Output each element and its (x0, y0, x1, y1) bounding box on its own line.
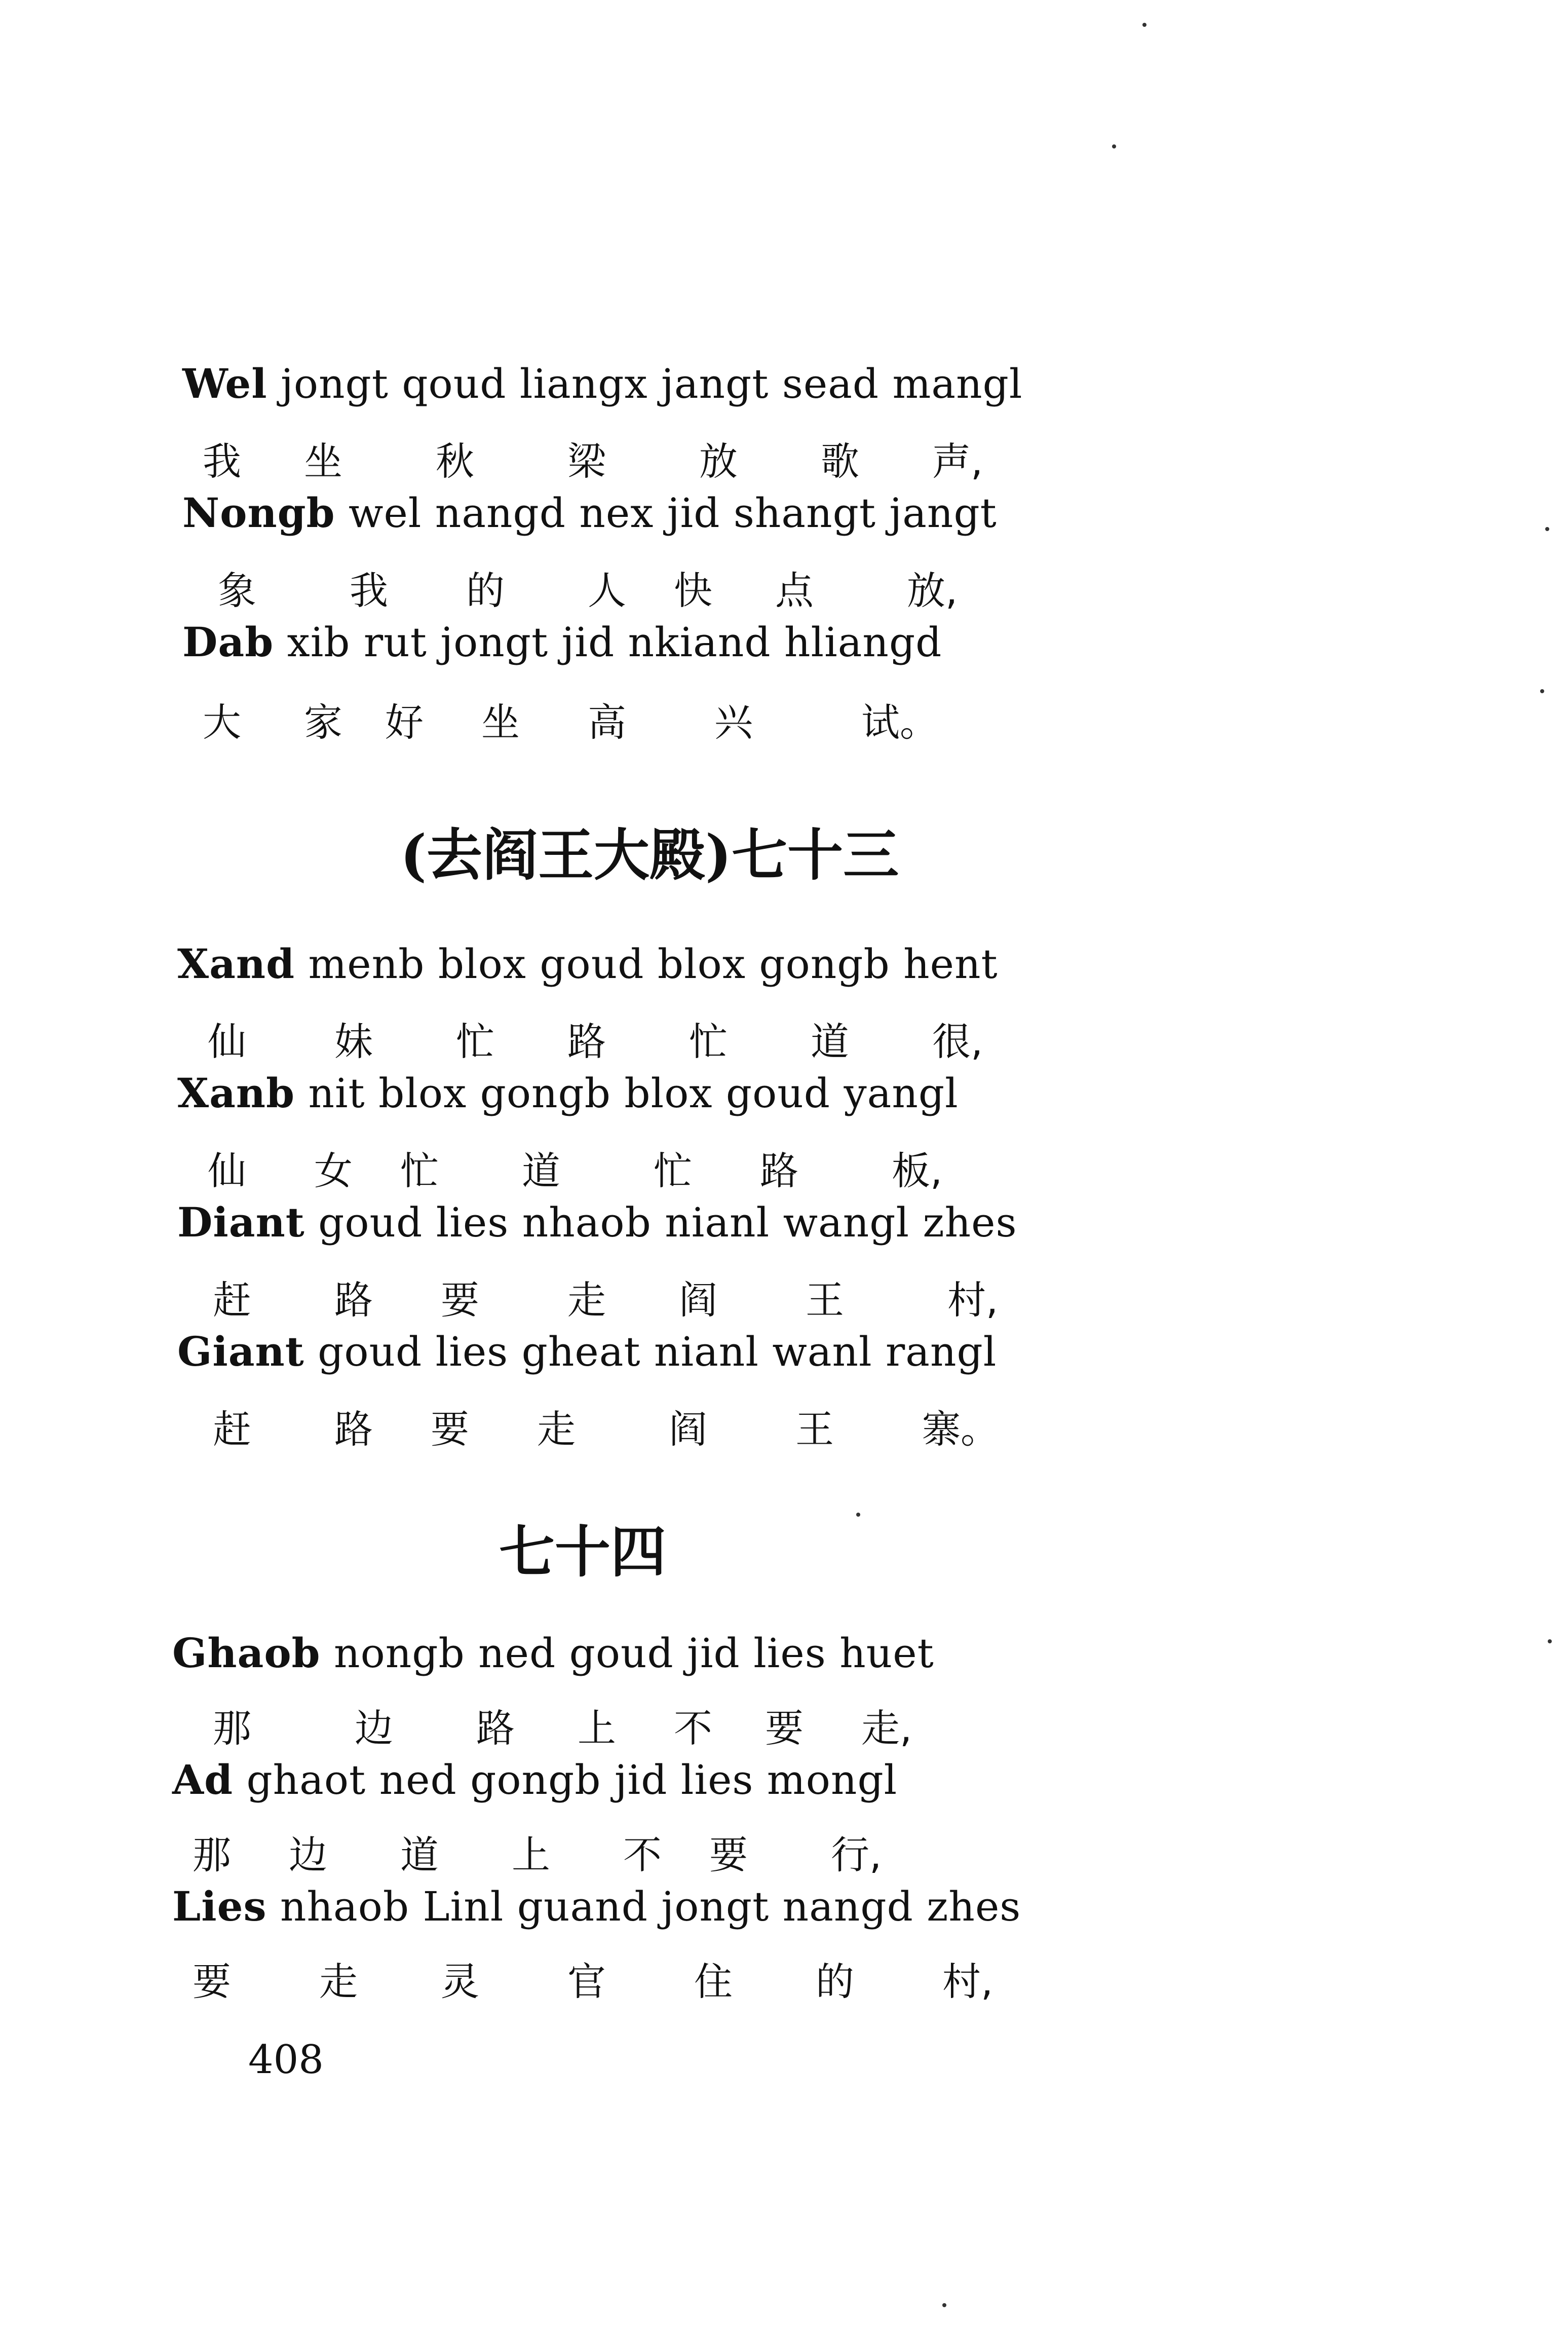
line-rest: goud lies nhaob nianl wangl zhes (304, 1199, 1017, 1246)
gloss-char: 家 (304, 700, 342, 745)
chinese-gloss-line (0, 560, 1568, 613)
gloss-char: 的 (466, 568, 505, 613)
gloss-char: 道 (522, 1148, 560, 1193)
gloss-char: 阎 (669, 1407, 707, 1452)
gloss-char: 阎 (679, 1277, 717, 1323)
gloss-char: 妹 (334, 1019, 373, 1064)
gloss-char: 忙 (689, 1019, 728, 1064)
gloss-char: 象 (218, 568, 256, 613)
gloss-char: 声, (932, 439, 983, 484)
gloss-char: 我 (203, 439, 241, 484)
gloss-char: 那 (193, 1832, 231, 1877)
line-initial-word: Ad (172, 1756, 234, 1803)
gloss-char: 走 (567, 1277, 606, 1323)
line-initial-word: Dab (182, 618, 274, 666)
gloss-char: 点 (775, 568, 814, 613)
line-rest: jongt qoud liangx jangt sead mangl (267, 360, 1023, 407)
line-initial-word: Ghaob (172, 1629, 321, 1677)
scan-speck (1142, 23, 1146, 27)
gloss-char: 坐 (304, 439, 342, 484)
page-number: 408 (248, 2037, 324, 2083)
gloss-char: 官 (567, 1959, 606, 2004)
section-heading-74: 七十四 (499, 1519, 666, 1585)
gloss-char: 秋 (436, 439, 474, 484)
gloss-char: 高 (588, 700, 626, 745)
gloss-char: 路 (334, 1407, 373, 1452)
line-rest: menb blox goud blox gongb hent (295, 941, 998, 988)
gloss-char: 放, (907, 568, 958, 613)
chinese-gloss-line (0, 1399, 1568, 1452)
gloss-char: 大 (203, 700, 241, 745)
chinese-gloss-line (0, 1698, 1568, 1751)
chinese-gloss-line (0, 1140, 1568, 1193)
romanized-line (182, 489, 997, 537)
line-initial-word: Xand (177, 940, 295, 988)
line-rest: goud lies gheat nianl wanl rangl (304, 1328, 997, 1375)
gloss-char: 灵 (441, 1959, 479, 2004)
gloss-char: 王 (795, 1407, 834, 1452)
scan-speck (942, 2303, 946, 2307)
gloss-char: 走 (537, 1407, 576, 1452)
gloss-char: 不 (674, 1706, 712, 1751)
gloss-char: 赶 (213, 1407, 251, 1452)
gloss-char: 要 (765, 1706, 804, 1751)
gloss-char: 上 (578, 1706, 616, 1751)
gloss-char: 仙 (208, 1019, 246, 1064)
romanized-line (172, 1629, 934, 1677)
gloss-char: 边 (289, 1832, 327, 1877)
gloss-char: 歌 (821, 439, 859, 484)
gloss-char: 兴 (714, 700, 753, 745)
line-initial-word: Xanb (177, 1069, 295, 1117)
gloss-char: 边 (355, 1706, 393, 1751)
gloss-char: 快 (674, 568, 712, 613)
gloss-char: 人 (588, 568, 626, 613)
gloss-char: 走, (861, 1706, 912, 1751)
romanized-line (182, 618, 942, 666)
gloss-char: 仙 (208, 1148, 246, 1193)
gloss-char: 那 (213, 1706, 251, 1751)
romanized-line (177, 940, 998, 988)
gloss-char: 板, (892, 1148, 943, 1193)
gloss-char: 村, (942, 1959, 993, 2004)
line-initial-word: Lies (172, 1883, 267, 1930)
gloss-char: 梁 (567, 439, 606, 484)
gloss-char: 坐 (481, 700, 520, 745)
romanized-line (177, 1198, 1017, 1246)
line-initial-word: Diant (177, 1198, 305, 1246)
romanized-line (177, 1328, 997, 1375)
section-heading-73: (去阎王大殿)七十三 (400, 822, 899, 888)
gloss-char: 道 (400, 1832, 439, 1877)
gloss-char: 路 (334, 1277, 373, 1323)
line-rest: wel nangd nex jid shangt jangt (335, 490, 997, 537)
line-rest: ghaot ned gongb jid lies mongl (233, 1756, 898, 1803)
scan-speck (856, 1513, 860, 1517)
gloss-char: 寨。 (922, 1407, 999, 1452)
gloss-char: 女 (314, 1148, 353, 1193)
gloss-char: 很, (932, 1019, 983, 1064)
gloss-char: 放 (699, 439, 738, 484)
gloss-char: 忙 (654, 1148, 692, 1193)
gloss-char: 要 (441, 1277, 479, 1323)
gloss-char: 我 (350, 568, 388, 613)
gloss-char: 忙 (400, 1148, 439, 1193)
gloss-char: 要 (709, 1832, 748, 1877)
scan-speck (1545, 527, 1549, 531)
gloss-char: 要 (193, 1959, 231, 2004)
scan-speck (1112, 144, 1116, 148)
romanized-line (182, 360, 1022, 407)
line-initial-word: Giant (177, 1328, 304, 1375)
chinese-gloss-line (0, 692, 1568, 745)
line-rest: nit blox gongb blox goud yangl (295, 1070, 959, 1117)
gloss-char: 不 (623, 1832, 662, 1877)
gloss-char: 村, (947, 1277, 999, 1323)
gloss-char: 试。 (861, 700, 938, 745)
gloss-char: 上 (512, 1832, 550, 1877)
chinese-gloss-line (0, 431, 1568, 484)
gloss-char: 好 (385, 700, 424, 745)
line-rest: nongb ned goud jid lies huet (320, 1630, 934, 1677)
gloss-char: 道 (811, 1019, 849, 1064)
line-rest: nhaob Linl guand jongt nangd zhes (266, 1883, 1021, 1930)
chinese-gloss-line (0, 1824, 1568, 1877)
line-initial-word: Nongb (182, 489, 335, 537)
scan-speck (1540, 689, 1544, 693)
gloss-char: 走 (319, 1959, 358, 2004)
chinese-gloss-line (0, 1269, 1568, 1323)
chinese-gloss-line (0, 1011, 1568, 1064)
romanized-line (172, 1756, 897, 1803)
gloss-char: 赶 (213, 1277, 251, 1323)
gloss-char: 路 (476, 1706, 515, 1751)
line-initial-word: Wel (182, 360, 267, 407)
gloss-char: 的 (816, 1959, 854, 2004)
gloss-char: 路 (567, 1019, 606, 1064)
gloss-char: 行, (831, 1832, 882, 1877)
romanized-line (172, 1883, 1021, 1930)
scan-speck (1548, 1639, 1552, 1643)
gloss-char: 要 (431, 1407, 469, 1452)
romanized-line (177, 1069, 959, 1117)
chinese-gloss-line (0, 1951, 1568, 2004)
line-rest: xib rut jongt jid nkiand hliangd (274, 619, 942, 666)
gloss-char: 王 (806, 1277, 844, 1323)
gloss-char: 路 (760, 1148, 798, 1193)
gloss-char: 忙 (456, 1019, 494, 1064)
gloss-char: 住 (694, 1959, 733, 2004)
